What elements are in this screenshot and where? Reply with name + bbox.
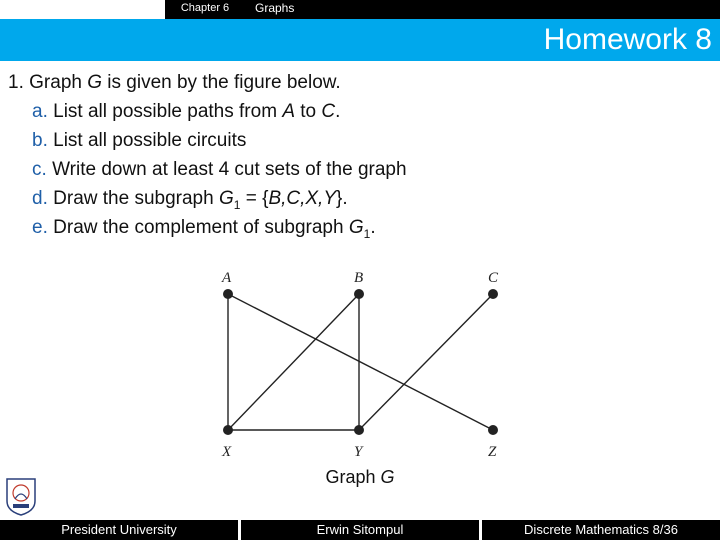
question-item-a: a. List all possible paths from A to C. [32, 101, 341, 122]
edge-A-Z [228, 294, 493, 430]
question-item-d: d. Draw the subgraph $G_1 = \{B,C,X,Y\}$. [32, 188, 348, 212]
question-item-b: b. List all possible circuits [32, 130, 247, 151]
question-intro: 1. Graph G is given by the figure below. [8, 72, 341, 93]
vertex-label-X: X [222, 444, 232, 458]
graph-figure [200, 268, 520, 458]
vertex-A [223, 289, 233, 299]
footer-institution: President University [0, 520, 238, 540]
section-label: Graphs [245, 0, 720, 19]
vertex-C [488, 289, 498, 299]
vertex-X [223, 425, 233, 435]
graph-caption: Graph G [325, 467, 395, 487]
question-item-c: c. Write down at least 4 cut sets of the graph [32, 159, 407, 180]
vertex-Z [488, 425, 498, 435]
edge-B-X [228, 294, 359, 430]
question-text [8, 68, 708, 242]
title-bar [0, 19, 720, 61]
vertex-B [354, 289, 364, 299]
question-item-e: e. Draw the complement of subgraph $G_1$. [32, 217, 376, 241]
chapter-label: Chapter 6 [165, 0, 245, 19]
vertex-label-Y: Y [354, 444, 363, 458]
vertex-Y [354, 425, 364, 435]
university-logo-icon [4, 477, 38, 517]
vertex-label-C: C [488, 270, 499, 286]
vertex-label-Z: Z [488, 444, 497, 458]
vertex-label-B: B [354, 270, 364, 286]
top-bar [0, 0, 720, 19]
footer-author: Erwin Sitompul [241, 520, 479, 540]
footer-bar [0, 520, 720, 540]
footer-course-page: Discrete Mathematics 8/36 [482, 520, 720, 540]
vertex-label-A: A [222, 270, 232, 286]
slide-title: Homework 8 [543, 23, 712, 56]
edge-Y-C [359, 294, 493, 430]
